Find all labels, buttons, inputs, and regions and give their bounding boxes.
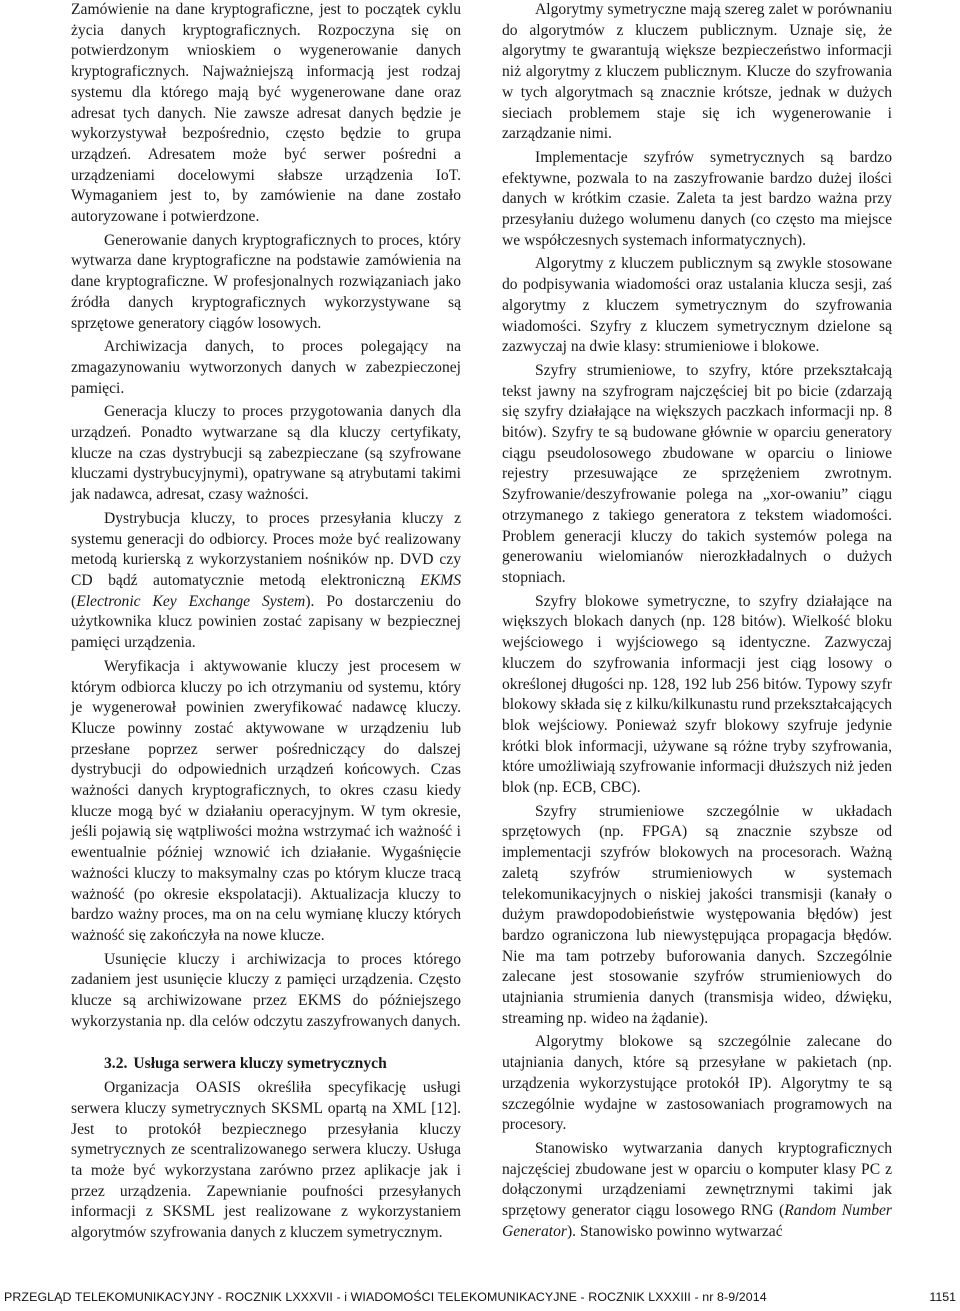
paragraph-stream-hardware: Szyfry strumieniowe szczególnie w układach sprzętowych (np. FPGA) są znacznie szybsze od implementacji szyfrów blokowych na procesorach. Ważną zaletą szyfrów strumieniowych w systemach telekomunikacyjnych o niskiej jakości transmisji (kanały o dużym prawdopodobieństwie występowania błędów) jest bardzo ograniczona lub niewystępująca propagacja błędów. Nie ma tam potrzeby buforowania danych. Szczególnie zalecane jest stosowanie szyfrów strumieniowych do utajniania strumienia danych (transmisja wideo, dźwięku, streaming np. wideo na żądanie). bbox=[502, 802, 892, 1027]
paragraph-block-packets: Algorytmy blokowe są szczególnie zalecane do utajniania danych, które są przesyłane w pakietach (np. urządzenia wykorzystujące protokół IP). Algorytmy te są szczególnie wydajne w zastosowaniach programowych na procesory. bbox=[502, 1033, 892, 1134]
paragraph-key-removal: Usunięcie kluczy i archiwizacja to proces którego zadaniem jest usunięcie kluczy z pamięci urządzenia. Często klucze są archiwizowane przez EKMS do późniejszego wykorzystania np. dla celów odczytu zaszyfrowanych danych. bbox=[71, 950, 461, 1030]
page-number: 1151 bbox=[929, 1290, 956, 1304]
workstation-text-b: ). Stanowisko powinno wytwarzać bbox=[566, 1222, 783, 1240]
paragraph-verification: Weryfikacja i aktywowanie kluczy jest procesem w którym odbiorca kluczy po ich otrzymaniu od systemu, który je wygenerował powinien zweryfikować nadawcę kluczy. Klucze powinny zostać aktywowane w urządzeniu lub przesłane poprzez serwer pośredniczący do dalszej dystrybucji do odpowiednich urządzeń końcowych. Czas ważności danych kryptograficznych, to okres czasu kiedy klucze mogą być w działaniu operacyjnym. W tym okresie, jeśli pojawią się wątpliwości można wstrzymać ich ważność i ewentualnie później wznowić ich działanie. Wygaśnięcie ważności kluczy to maksymalny czas po którym klucze tracą ważność (po okresie ekspolatacji). Aktualizacja kluczy to bardzo ważny proces, ma on na celu wymianę kluczy których ważność się zakończyła na nowe klucze. bbox=[71, 657, 461, 944]
page-footer bbox=[0, 1290, 960, 1310]
section-number: 3.2. bbox=[104, 1055, 128, 1073]
workstation-text-a: Stanowisko wytwarzania danych kryptograficznych najczęściej zbudowane jest w oparciu o komputer klasy PC z dołączonymi urządzeniami zewnętrznymi takimi jak sprzętowy generator ciągu losowego RNG ( bbox=[502, 1139, 892, 1220]
paragraph-order-request: Zamówienie na dane kryptograficzne, jest to początek cyklu życia danych kryptograficznych. Rozpoczyna się on potwierdzonym wnioskiem o wygenerowanie danych kryptograficznych. Najważniejszą informacją jest rodzaj systemu dla którego mają być wygenerowane dane oraz adresat tych danych. Nie zawsze adresat danych będzie je wykorzystywał bezpośrednio, często będzie to grupa urządzeń. Adresatem może być serwer pośredni a urządzeniami docelowymi słabsze urządzenia IoT. Wymaganiem jest to, by zamówienie na dane zostało autoryzowane i potwierdzone. bbox=[71, 1, 461, 226]
left-column bbox=[71, 0, 461, 1247]
journal-title: PRZEGLĄD TELEKOMUNIKACYJNY - ROCZNIK LXXXVII - i WIADOMOŚCI TELEKOMUNIKACYJNE - ROCZNIK LXXXIII - nr 8-9/2014 bbox=[4, 1290, 767, 1304]
paragraph-symmetric-efficiency: Implementacje szyfrów symetrycznych są bardzo efektywne, pozwala to na zaszyfrowanie bardzo dużej ilości danych w krótkim czasie. Zaleta ta jest bardzo ważna przy przesyłaniu dużego wolumenu danych (co często ma miejsce we współczesnych systemach informatycznych). bbox=[502, 148, 892, 249]
paragraph-generation: Generowanie danych kryptograficznych to proces, który wytwarza dane kryptograficzne na podstawie zamówienia na dane kryptograficzne. W profesjonalnych rozwiązaniach jako źródła danych kryptograficznych wykorzystywane są sprzętowe generatory ciągów losowych. bbox=[71, 231, 461, 332]
paragraph-symmetric-advantages: Algorytmy symetryczne mają szereg zalet w porównaniu do algorytmów z kluczem publicznym. Uznaje się, że algorytmy te gwarantują większe bezpieczeństwo informacji niż algorytmy z kluczem publicznym. Klucze do szyfrowania w tych algorytmach są znacznie krótsze, jednak w dużych sieciach problemem staje się ich wygenerowanie i zarządzanie nimi. bbox=[502, 1, 892, 143]
paragraph-key-distribution bbox=[71, 509, 461, 654]
paragraph-public-key-usage: Algorytmy z kluczem publicznym są zwykle stosowane do podpisywania wiadomości oraz ustalania klucza sesji, zaś algorytmy z kluczem symetrycznym do szyfrowania wiadomości. Szyfry z kluczem symetrycznym dzielone są zazwyczaj na dwie klasy: strumieniowe i blokowe. bbox=[502, 255, 892, 356]
key-distribution-text-c: ). Po dostarczeniu do użytkownika klucz powinien zostać zapisany w bezpiecznej pamięci urządzenia. bbox=[71, 592, 461, 652]
section-title: Usługa serwera kluczy symetrycznych bbox=[133, 1055, 387, 1073]
rng-full-name: Random Number Generator bbox=[502, 1202, 892, 1240]
paragraph-oasis-sksml: Organizacja OASIS określiła specyfikację usługi serwera kluczy symetrycznych SKSML opartą na XML [12]. Jest to protokół bezpiecznego przesyłania kluczy symetrycznych ze scentralizowanego serwera kluczy. Usługa ta może być wykorzystana zarówno przez aplikacje jak i przez urządzenia. Zapewnianie poufności przesyłanych informacji z SKSML jest realizowane z wykorzystaniem algorytmów szyfrowania danych z kluczem symetrycznym. bbox=[71, 1079, 461, 1242]
paragraph-archiving: Archiwizacja danych, to proces polegający na zmagazynowaniu wytworzonych danych w zabezpieczonej pamięci. bbox=[71, 338, 461, 397]
key-distribution-text-b: ( bbox=[71, 592, 77, 610]
paragraph-block-ciphers: Szyfry blokowe symetryczne, to szyfry działające na większych blokach danych (np. 128 bitów). Wielkość bloku wejściowego i wyjściowego są identyczne. Zazwyczaj kluczem do szyfrowania informacji jest ciąg losowy o określonej długości np. 128, 192 lub 256 bitów. Typowy szyfr blokowy składa się z kilku/kilkunastu rund przekształcających blok wejściowy. Ponieważ szyfr blokowy szyfruje jedynie krótki blok informacji, używane są różne tryby szyfrowania, które umożliwiają szyfrowanie informacji dłuższych niż jeden blok (np. ECB, CBC). bbox=[502, 592, 892, 797]
section-heading bbox=[71, 1054, 461, 1075]
ekms-full-name: Electronic Key Exchange System bbox=[76, 592, 306, 610]
paragraph-workstation bbox=[502, 1139, 892, 1243]
right-column bbox=[502, 0, 892, 1245]
key-distribution-text-a: Dystrybucja kluczy, to proces przesyłania kluczy z systemu generacji do odbiorcy. Proces może być realizowany metodą kurierską z wykorzystaniem nośników np. DVD czy CD bądź automatycznie metodą elektroniczną bbox=[71, 509, 461, 589]
ekms-abbreviation: EKMS bbox=[420, 571, 461, 589]
paragraph-stream-ciphers: Szyfry strumieniowe, to szyfry, które przekształcają tekst jawny na szyfrogram najczęściej bit po bicie (zdarzają się szyfry działające na większych paczkach informacji np. 8 bitów). Szyfry te są budowane głównie w oparciu generatory ciągu pseudolosowego zbudowane w oparciu o liniowe rejestry przesuwające ze sprzężeniem zwrotnym. Szyfrowanie/deszyfrowanie polega na „xor-owaniu” ciągu otrzymanego z takiego generatora z tekstem wiadomości. Problem generacji kluczy do takich systemów polega na generowaniu wielomianów nierozkładalnych o dużych stopniach. bbox=[502, 361, 892, 586]
paragraph-key-generation: Generacja kluczy to proces przygotowania danych dla urządzeń. Ponadto wytwarzane są dla kluczy certyfikaty, klucze na czas dystrybucji są zabezpieczane (są szyfrowane kluczami dystrybucyjnymi), opatrywane są atrybutami takimi jak nadawca, adresat, czasy ważności. bbox=[71, 403, 461, 504]
